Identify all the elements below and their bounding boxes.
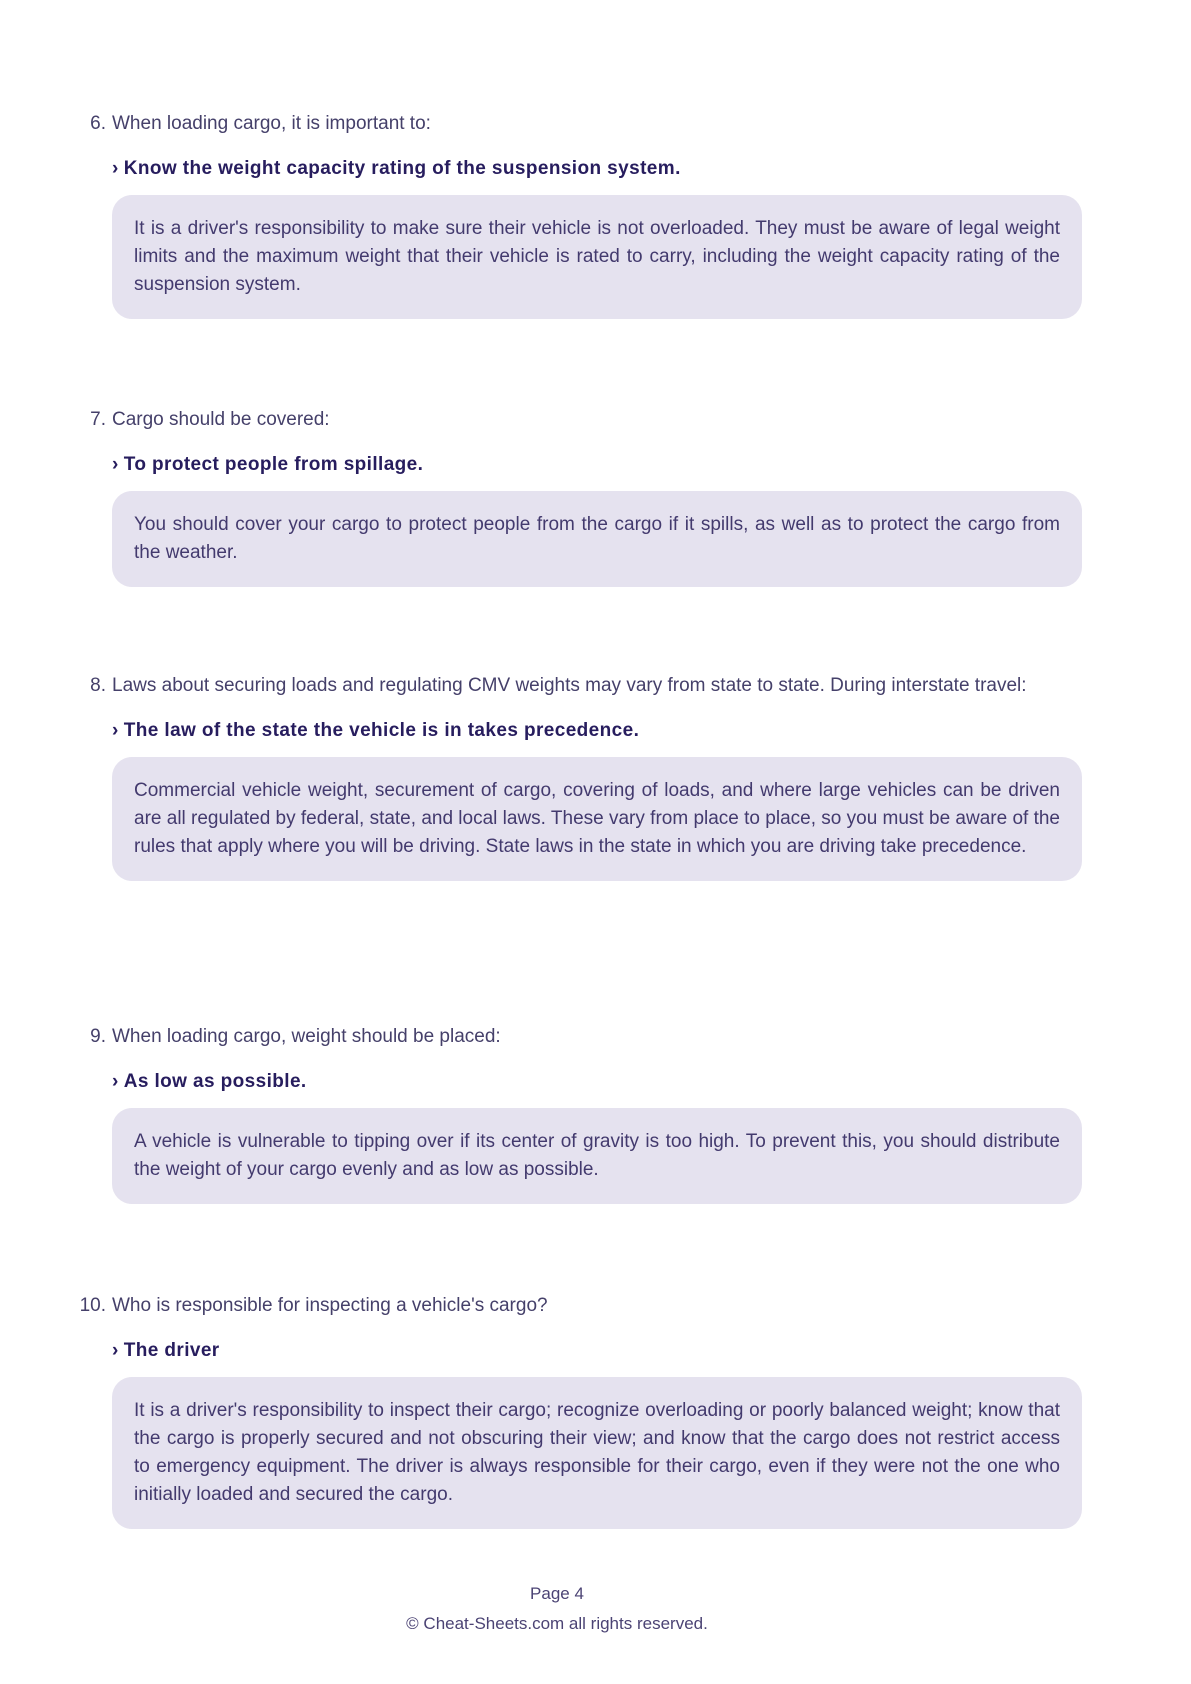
answer-line (112, 1067, 1092, 1096)
answer-line (112, 154, 1092, 183)
answer-line (112, 1336, 1092, 1365)
question-number: 9. (90, 1026, 106, 1047)
explanation-box (112, 1108, 1082, 1204)
explanation-text: A vehicle is vulnerable to tipping over if its center of gravity is too high. To prevent this, you should distribute the weight of your cargo evenly and as low as possible. (134, 1131, 1060, 1180)
question-item (90, 109, 1092, 319)
question-item (90, 671, 1092, 881)
chevron-right-icon: › (112, 720, 119, 741)
explanation-text: It is a driver's responsibility to make sure their vehicle is not overloaded. They must be aware of legal weight limits and the maximum weight that their vehicle is rated to carry, including the weight capacity rating of the suspension system. (134, 218, 1060, 295)
answer-text: To protect people from spillage. (123, 454, 424, 475)
chevron-right-icon: › (112, 1340, 119, 1361)
answer-text: The driver (123, 1340, 220, 1361)
question-number: 7. (90, 409, 106, 430)
chevron-right-icon: › (112, 158, 119, 179)
copyright-text: © Cheat-Sheets.com all rights reserved. (406, 1614, 708, 1633)
page-number: Page 4 (530, 1584, 584, 1603)
answer-text: The law of the state the vehicle is in takes precedence. (123, 720, 640, 741)
explanation-box (112, 757, 1082, 881)
question-text: When loading cargo, weight should be placed: (112, 1026, 501, 1047)
question-number: 8. (90, 675, 106, 696)
chevron-right-icon: › (112, 1071, 119, 1092)
answer-line (112, 716, 1092, 745)
explanation-text: It is a driver's responsibility to inspect their cargo; recognize overloading or poorly balanced weight; know that the cargo is properly secured and not obscuring their view; and know that the cargo does not restrict access to emergency equipment. The driver is always responsible for their cargo, even if they were not the one who initially loaded and secured the cargo. (134, 1400, 1060, 1505)
question-item (90, 405, 1092, 587)
answer-text: As low as possible. (123, 1071, 307, 1092)
page-footer (0, 1581, 1114, 1637)
explanation-text: Commercial vehicle weight, securement of cargo, covering of loads, and where large vehicles can be driven are all regulated by federal, state, and local laws. These vary from place to place, so you must be aware of the rules that apply where you will be driving. State laws in the state in which you are driving take precedence. (134, 780, 1060, 857)
explanation-text: You should cover your cargo to protect people from the cargo if it spills, as well as to protect the cargo from the weather. (134, 514, 1060, 563)
answer-line (112, 450, 1092, 479)
answer-text: Know the weight capacity rating of the suspension system. (123, 158, 681, 179)
question-item (79, 1291, 1092, 1529)
chevron-right-icon: › (112, 454, 119, 475)
question-number: 10. (79, 1295, 106, 1316)
question-number: 6. (90, 113, 106, 134)
explanation-box (112, 195, 1082, 319)
question-text: Who is responsible for inspecting a vehicle's cargo? (112, 1295, 548, 1316)
explanation-box (112, 1377, 1082, 1529)
question-text: Laws about securing loads and regulating CMV weights may vary from state to state. During interstate travel: (112, 675, 1027, 696)
explanation-box (112, 491, 1082, 587)
question-item (90, 1022, 1092, 1204)
question-text: When loading cargo, it is important to: (112, 113, 431, 134)
question-text: Cargo should be covered: (112, 409, 330, 430)
